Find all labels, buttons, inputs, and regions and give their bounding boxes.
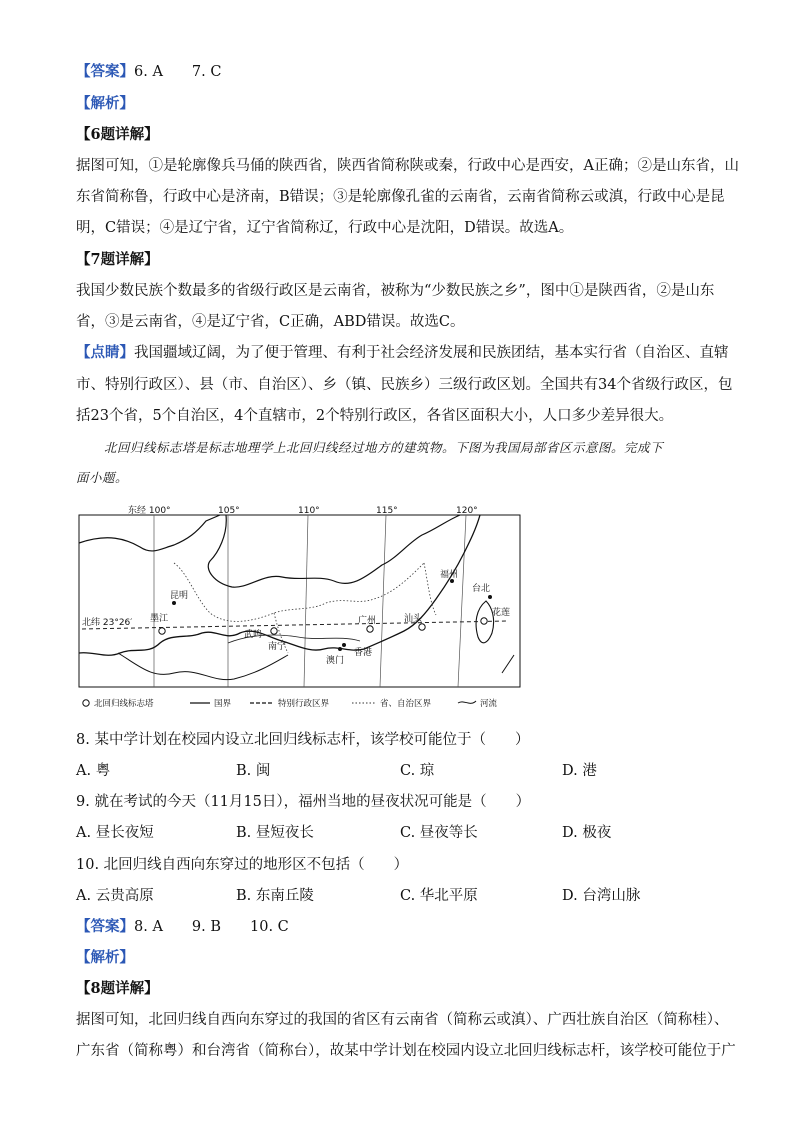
- q6-detail-line: 东省简称鲁，行政中心是济南，B错误；③是轮廓像孔雀的云南省，云南省简称云或滇，行政中心是昆: [76, 189, 725, 205]
- answer-8-10: 【答案】8. A 9. B 10. C: [76, 918, 289, 935]
- q7-detail-line: 我国少数民族个数最多的省级行政区是云南省，被称为“少数民族之乡”，图中①是陕西省，②是山东: [76, 283, 715, 299]
- legend-label: 北回归线标志塔: [94, 699, 154, 709]
- option: B. 东南丘陵: [236, 888, 314, 904]
- city-dot-kunming: [172, 601, 176, 605]
- city-dot-macao: [338, 647, 342, 651]
- q7-detail-line: 省，③是云南省，④是辽宁省，C正确，ABD错误。故选C。: [76, 314, 465, 330]
- question-intro: 北回归线标志塔是标志地理学上北回归线经过地方的建筑物。下图为我国局部省区示意图。完成下: [104, 440, 664, 455]
- lat-label: 北纬 23°26′: [82, 618, 133, 628]
- tip-line: 括23个省，5个自治区，4个直辖市，2个特别行政区，各省区面积大小，人口多少差异很大。: [76, 408, 674, 424]
- option: C. 华北平原: [400, 888, 478, 904]
- option: C. 昼夜等长: [400, 825, 478, 841]
- option: B. 昼短夜长: [236, 825, 314, 841]
- map-figure: [78, 503, 522, 717]
- place-label: 昆明: [170, 591, 189, 601]
- question-10-options: [76, 886, 721, 906]
- q8-detail-line: 据图可知，北回归线自西向东穿过的我国的省区有云南省（简称云或滇）、广西壮族自治区（简称桂）、: [76, 1012, 729, 1028]
- question-10-stem: 10. 北回归线自西向东穿过的地形区不包括（ ）: [76, 857, 409, 873]
- q8-detail-line: 广东省（简称粤）和台湾省（简称台），故某中学计划在校园内设立北回归线标志杆，该学校可能位于广: [76, 1043, 736, 1059]
- analysis-heading-2: 【解析】: [76, 949, 134, 966]
- legend-marker-icon: [83, 700, 89, 706]
- legend-river-icon: [458, 701, 476, 703]
- place-label: 广州: [358, 616, 377, 626]
- option: A. 云贵高原: [76, 888, 154, 904]
- place-label: 花莲: [492, 608, 511, 618]
- option: A. 粤: [76, 763, 111, 779]
- tropic-marker-shantou: [419, 624, 425, 630]
- q6-detail-heading: 【6题详解】: [76, 126, 159, 143]
- place-label: 汕头: [404, 614, 423, 624]
- option: C. 琼: [400, 763, 435, 779]
- analysis-heading-1: 【解析】: [76, 95, 134, 112]
- option: A. 昼长夜短: [76, 825, 154, 841]
- place-label: 南宁: [268, 642, 287, 652]
- question-8-stem: 8. 某中学计划在校园内设立北回归线标志杆，该学校可能位于（ ）: [76, 732, 530, 748]
- question-9-stem: 9. 就在考试的今天（11月15日），福州当地的昼夜状况可能是（ ）: [76, 794, 531, 810]
- option: D. 台湾山脉: [562, 888, 641, 904]
- city-dot-taipei: [488, 595, 492, 599]
- tip-line: 【点睛】我国疆域辽阔，为了便于管理、有利于社会经济发展和民族团结，基本实行省（自治区、直辖: [76, 344, 729, 361]
- tropic-marker-guangzhou: [367, 626, 373, 632]
- lon-label: 115°: [376, 506, 398, 516]
- map-svg: [78, 503, 522, 717]
- lon-label: 东经 100°: [128, 506, 171, 516]
- question-8-options: [76, 761, 721, 781]
- q8-detail-heading: 【8题详解】: [76, 980, 159, 997]
- tip-line: 市、特别行政区）、县（市、自治区）、乡（镇、民族乡）三级行政区划。全国共有34个省级行政区，包: [76, 377, 733, 393]
- q6-detail-line: 明，C错误；④是辽宁省，辽宁省简称辽，行政中心是沈阳，D错误。故选A。: [76, 220, 574, 236]
- lon-label: 120°: [456, 506, 478, 516]
- map-frame: [79, 515, 520, 687]
- place-label: 澳门: [326, 656, 345, 666]
- legend-label: 特别行政区界: [278, 699, 330, 709]
- legend-label: 河流: [480, 699, 498, 709]
- tropic-marker-mojiang: [159, 628, 165, 634]
- city-dot-hongkong: [342, 643, 346, 647]
- tropic-marker-wuming: [271, 628, 277, 634]
- place-label: 武鸣: [244, 630, 263, 640]
- q7-detail-heading: 【7题详解】: [76, 251, 159, 268]
- place-label: 福州: [440, 570, 459, 580]
- question-intro: 面小题。: [76, 470, 129, 485]
- tropic-marker-hualien: [481, 618, 487, 624]
- option: B. 闽: [236, 763, 271, 779]
- place-label: 墨江: [150, 614, 169, 624]
- legend-label: 省、自治区界: [380, 699, 432, 709]
- answer-6-7: 【答案】6. A 7. C: [76, 63, 222, 80]
- q6-detail-line: 据图可知，①是轮廓像兵马俑的陕西省，陕西省简称陕或秦，行政中心是西安，A正确；②是山东省，山: [76, 158, 739, 174]
- place-label: 香港: [354, 648, 373, 658]
- lon-label: 105°: [218, 506, 240, 516]
- legend-label: 国界: [214, 699, 232, 709]
- option: D. 港: [562, 763, 597, 779]
- place-label: 台北: [472, 584, 491, 594]
- option: D. 极夜: [562, 825, 612, 841]
- lon-label: 110°: [298, 506, 320, 516]
- question-9-options: [76, 823, 721, 843]
